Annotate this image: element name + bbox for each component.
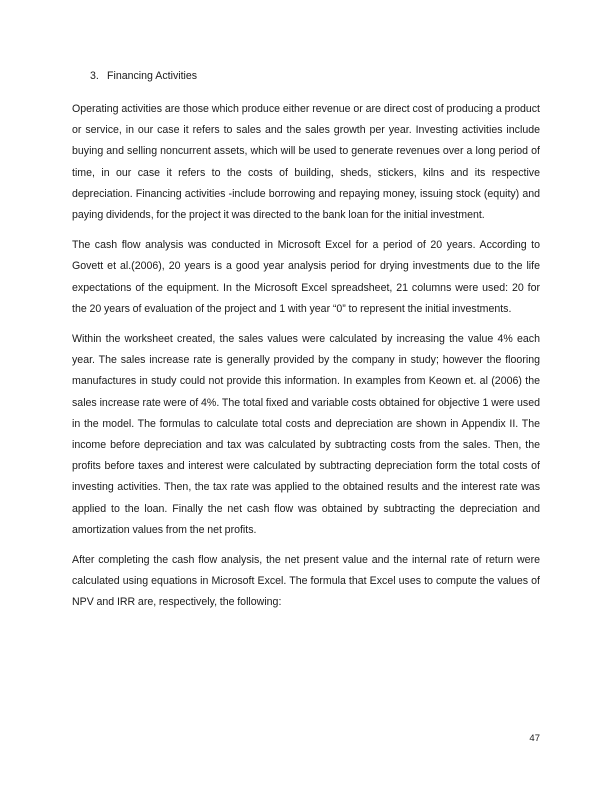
section-heading	[90, 70, 540, 83]
page-number: 47	[529, 733, 540, 744]
section-title: Financing Activities	[107, 70, 198, 82]
section-number: 3.	[90, 70, 99, 82]
paragraph-npv-irr: After completing the cash flow analysis, the net present value and the internal rate of return were calculated using equations in Microsoft Excel. The formula that Excel uses to compute the values of NPV and IRR are, respectively, the following:	[72, 554, 540, 609]
document-page	[72, 70, 540, 623]
paragraph-cash-flow-analysis: The cash flow analysis was conducted in Microsoft Excel for a period of 20 years. According to Govett et al.(2006), 20 years is a good year analysis period for drying investments due to the life expectations of the equipment. In the Microsoft Excel spreadsheet, 21 columns were used: 20 for the 20 years of evaluation of the project and 1 with year “0” to represent the initial investments.	[72, 239, 540, 315]
paragraph-worksheet-calculations: Within the worksheet created, the sales values were calculated by increasing the value 4% each year. The sales increase rate is generally provided by the company in study; however the flooring manufactures in study could not provide this information. In examples from Keown et. al (2006) the sales increase rate were of 4%. The total fixed and variable costs obtained for objective 1 were used in the model. The formulas to calculate total costs and depreciation are shown in Appendix II. The income before depreciation and tax was calculated by subtracting costs from the sales. Then, the profits before taxes and interest were calculated by subtracting depreciation form the total costs of investing activities. Then, the tax rate was applied to the obtained results and the interest rate was applied to the loan. Finally the net cash flow was obtained by subtracting the depreciation and amortization values from the net profits.	[72, 333, 540, 536]
paragraph-activities-definition: Operating activities are those which produce either revenue or are direct cost of producing a product or service, in our case it refers to sales and the sales growth per year. Investing activities include buying and selling noncurrent assets, which will be used to generate revenues over a long period of time, in our case it refers to the costs of building, sheds, stickers, kilns and its respective depreciation. Financing activities -include borrowing and repaying money, issuing stock (equity) and paying dividends, for the project it was directed to the bank loan for the initial investment.	[72, 103, 540, 222]
